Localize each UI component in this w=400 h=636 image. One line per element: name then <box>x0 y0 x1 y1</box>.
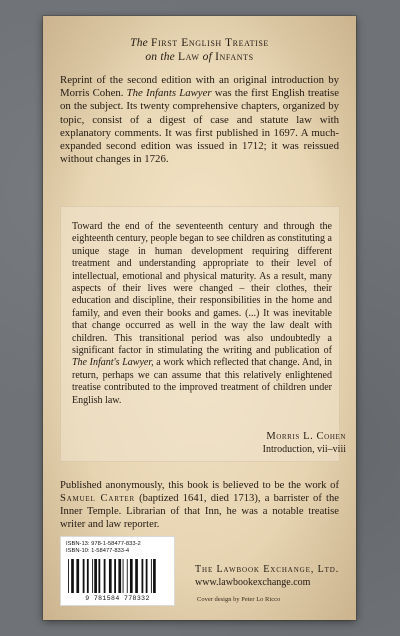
barcode-stripe <box>109 559 112 593</box>
intro-text-1: Reprint of the second edition with an original introduction by Morris Cohen. <box>60 74 339 100</box>
title-line-1 <box>43 36 356 50</box>
barcode-stripe <box>92 559 93 593</box>
barcode-stripe <box>83 559 85 593</box>
author-text-2: (baptized 1641, died 1713), a barrister of the Inner Temple. Librarian of that Inn, he was a notable treatise writer and law reporter. <box>60 493 339 530</box>
barcode-stripe <box>146 559 148 593</box>
title-infants: Infants <box>215 51 254 63</box>
quote-text-2: a work which reflected that change. And, in return, perhaps we can assume that this relatively enlightened treatise contributed to the improved treatment of children under English law. <box>72 357 333 406</box>
isbn-13: ISBN-13: 978-1-58477-833-2 <box>66 541 141 547</box>
barcode-bars <box>68 559 167 595</box>
quote-paragraph <box>72 221 332 407</box>
barcode-stripe <box>94 559 97 593</box>
title-the: The <box>130 37 148 49</box>
barcode-stripe <box>98 559 100 593</box>
intro-text-2: was the first English treatise on the subject. Its twenty comprehensive chapters, organized by topic, consist of a digest of case and statute law with explanatory comments. It was first published in 1697. A much-expanded second edition was issued in 1712; it was reissued without changes in 1726. <box>60 87 340 166</box>
cover-title <box>43 36 356 64</box>
barcode-stripe <box>71 559 74 593</box>
barcode-stripe <box>153 559 156 593</box>
barcode-stripe <box>118 559 121 593</box>
intro-paragraph <box>60 74 339 166</box>
cover-design-credit: Cover design by Peter Lo Ricco <box>197 596 281 603</box>
author-text-1: Published anonymously, this book is believed to be the work of <box>60 480 339 491</box>
barcode-stripe <box>123 559 124 593</box>
barcode-stripe <box>151 559 152 593</box>
publisher-url: www.lawbookexchange.com <box>195 577 311 588</box>
publisher-block <box>195 563 339 589</box>
isbn-10: ISBN-10: 1-58477-833-4 <box>66 548 130 554</box>
quote-attribution <box>263 430 346 456</box>
title-of: of <box>202 51 212 63</box>
barcode-stripe <box>104 559 106 593</box>
quote-source: Introduction, vii–viii <box>262 444 346 455</box>
barcode-number: 9 781584 778332 <box>85 595 150 602</box>
barcode-stripe <box>114 559 116 593</box>
barcode-stripe <box>142 559 144 593</box>
title-line-2 <box>43 50 356 64</box>
author-paragraph <box>60 479 339 531</box>
barcode-stripe <box>87 559 89 593</box>
author-name: Samuel Carter <box>60 493 135 504</box>
title-main: First English Treatise <box>151 37 269 49</box>
barcode-stripe <box>130 559 133 593</box>
barcode-stripe <box>68 559 69 593</box>
quote-book-title: The Infant's Lawyer, <box>72 357 154 369</box>
title-on-the: on the <box>145 51 175 63</box>
barcode-stripe <box>127 559 128 593</box>
book-back-cover <box>43 16 356 620</box>
barcode-label <box>60 536 175 606</box>
quote-author: Morris L. Cohen <box>266 431 346 442</box>
title-law: Law <box>178 51 200 63</box>
intro-book-title: The Infants Lawyer <box>126 87 212 100</box>
quote-box <box>60 206 340 462</box>
barcode-stripe <box>135 559 138 593</box>
quote-text-1: Toward the end of the seventeenth century and through the eighteenth century, people began to see children as constituting a unique stage in human development requiring different treatment and understanding appropriate to their level of intellectual, emotional and physical maturity. As a result, many aspects of their lives were changed – their clothes, their education and discipline, their responsibilities in the home and family, and even their books and games. (...) It was inevitable that change occurred as well in the way the law dealt with children. This transitional period was also undoubtedly a significant factor in stimulating the writing and publication of <box>72 221 332 357</box>
barcode-stripe <box>76 559 79 593</box>
publisher-name: The Lawbook Exchange, Ltd. <box>195 564 340 575</box>
